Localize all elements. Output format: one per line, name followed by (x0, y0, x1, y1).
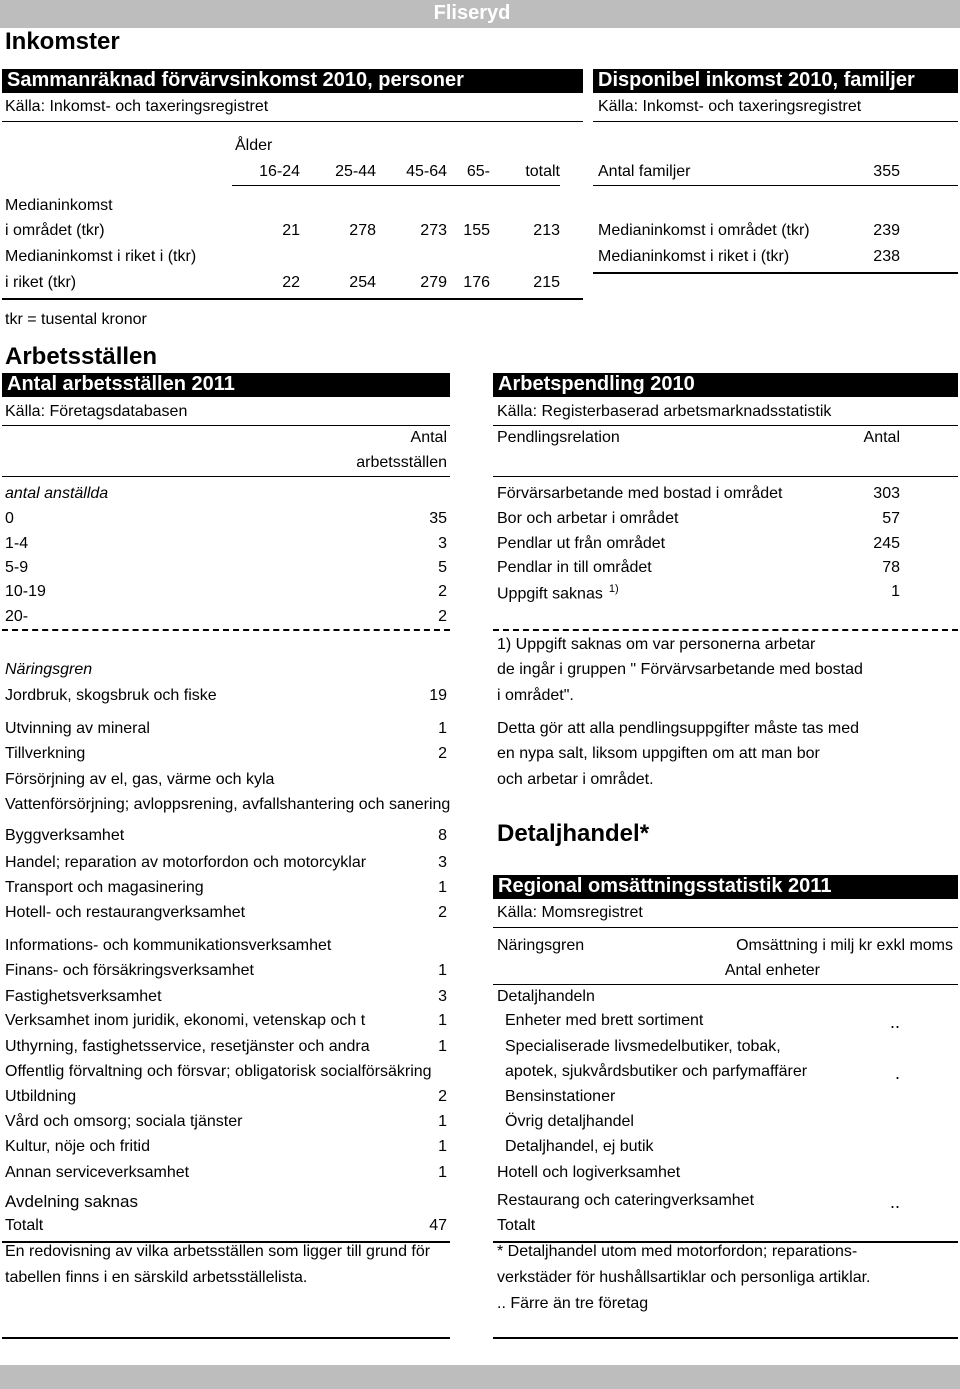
workplaces-footnote: tabellen finns i en särskild arbetsställelista. (5, 1269, 308, 1286)
retail-col-turnover: Omsättning i milj kr exkl moms (736, 937, 953, 954)
industry-row-label: Jordbruk, skogsbruk och fiske (5, 687, 217, 704)
industry-row-label: Fastighetsverksamhet (5, 988, 162, 1005)
divider (2, 1337, 450, 1339)
disposable-label: Medianinkomst i området (tkr) (598, 222, 810, 239)
retail-row-label: Enheter med brett sortiment (505, 1012, 704, 1029)
country-value: 279 (420, 274, 447, 291)
industry-row-value: 3 (438, 988, 447, 1005)
size-row-label: 0 (5, 510, 14, 527)
industry-row-value: 47 (429, 1217, 447, 1234)
area-value: 155 (463, 222, 490, 239)
disposable-source: Källa: Inkomst- och taxeringsregistret (598, 98, 862, 115)
divider (593, 185, 958, 186)
industry-row-value: 1 (438, 720, 447, 737)
page-header-title: Fliseryd (433, 2, 511, 24)
commuting-row-label: Bor och arbetar i området (497, 510, 679, 527)
income-source: Källa: Inkomst- och taxeringsregistret (5, 98, 269, 115)
divider (2, 476, 450, 477)
industry-row-value: 2 (438, 1088, 447, 1105)
commuting-note-line: Detta gör att alla pendlingsuppgifter måste tas med (497, 720, 859, 737)
income-note: tkr = tusental kronor (5, 311, 147, 328)
area-value: 21 (282, 222, 300, 239)
col-header: totalt (525, 163, 560, 180)
footnote-marker: 1) (608, 583, 619, 595)
industry-row-label: Verksamhet inom juridik, ekonomi, vetenskap och t (5, 1012, 366, 1029)
area-value: 273 (420, 222, 447, 239)
retail-row-label: apotek, sjukvårdsbutiker och parfymaffärer (505, 1063, 808, 1080)
industry-row-label: Utvinning av mineral (5, 720, 150, 737)
industry-row-label: Försörjning av el, gas, värme och kyla (5, 771, 275, 788)
retail-source: Källa: Momsregistret (497, 904, 643, 921)
commuting-col-value: Antal (863, 429, 900, 446)
country-value: 176 (463, 274, 490, 291)
retail-footnote-line: .. Färre än tre företag (497, 1295, 649, 1312)
country-label-2: i riket (tkr) (5, 274, 77, 291)
industry-row-value: 8 (438, 827, 447, 844)
divider (232, 185, 560, 186)
disposable-label: Antal familjer (598, 163, 691, 180)
industry-row-label: Finans- och försäkringsverksamhet (5, 962, 254, 979)
industry-row-value: 1 (438, 962, 447, 979)
retail-row-label: Hotell och logiverksamhet (497, 1164, 681, 1181)
commuting-note-line: en nypa salt, liksom uppgiften om att man bor (497, 745, 820, 762)
commuting-note-line: i området". (497, 687, 574, 704)
industry-row-value: 2 (438, 904, 447, 921)
industry-row-label: Annan serviceverksamhet (5, 1164, 190, 1181)
area-value: 213 (533, 222, 560, 239)
disposable-title-bar (593, 69, 958, 93)
workplaces-source: Källa: Företagsdatabasen (5, 403, 188, 420)
page-title: Inkomster (5, 28, 120, 55)
commuting-note-line: de ingår i gruppen " Förvärvsarbetande med bostad (497, 661, 863, 678)
industry-row-label: Utbildning (5, 1088, 77, 1105)
retail-row-value: . (894, 1063, 900, 1083)
divider (593, 272, 958, 274)
retail-col-label: Näringsgren (497, 937, 585, 954)
commuting-note-line: och arbetar i området. (497, 771, 654, 788)
industry-label: Näringsgren (5, 661, 93, 678)
col-header: 65- (466, 163, 490, 180)
retail-row-label: Bensinstationer (505, 1088, 616, 1105)
retail-row-value: .. (889, 1192, 900, 1212)
commuting-row-label: Pendlar in till området (497, 559, 652, 576)
income-title: Sammanräknad förvärvsinkomst 2010, personer (7, 69, 464, 91)
commuting-row-label: Förvärsarbetande med bostad i området (497, 485, 783, 502)
industry-row-label: Transport och magasinering (5, 879, 204, 896)
col-header: 25-44 (335, 163, 376, 180)
workplaces-col-header: Antal (410, 429, 447, 446)
industry-row-label: Byggverksamhet (5, 827, 125, 844)
industry-row-value: 1 (438, 1164, 447, 1181)
industry-row-label: Avdelning saknas (5, 1192, 138, 1211)
commuting-row-value: 78 (882, 559, 900, 576)
size-row-label: 10-19 (5, 583, 46, 600)
retail-row-label: Detaljhandeln (497, 988, 595, 1005)
divider (2, 629, 450, 631)
divider (2, 425, 450, 426)
commuting-note-line: 1) Uppgift saknas om var personerna arbetar (497, 636, 816, 653)
industry-row-value: 1 (438, 879, 447, 896)
page-footer-bar (0, 1365, 960, 1389)
size-row-value: 2 (438, 583, 447, 600)
retail-footnote-line: * Detaljhandel utom med motorfordon; reparations- (497, 1243, 858, 1260)
area-value: 278 (349, 222, 376, 239)
divider (493, 476, 958, 477)
industry-row-label: Informations- och kommunikationsverksamhet (5, 937, 332, 954)
size-row-label: 20- (5, 608, 29, 625)
industry-row-label: Vård och omsorg; sociala tjänster (5, 1113, 243, 1130)
country-value: 215 (533, 274, 560, 291)
industry-row-value: 1 (438, 1138, 447, 1155)
commuting-source: Källa: Registerbaserad arbetsmarknadsstatistik (497, 403, 832, 420)
industry-row-value: 1 (438, 1113, 447, 1130)
retail-row-label: Övrig detaljhandel (505, 1113, 634, 1130)
retail-footnote-line: verkstäder för hushållsartiklar och personliga artiklar. (497, 1269, 871, 1286)
size-row-value: 5 (438, 559, 447, 576)
divider (493, 425, 958, 426)
industry-row-value: 3 (438, 854, 447, 871)
disposable-value: 238 (873, 248, 900, 265)
industry-row-label: Kultur, nöje och fritid (5, 1138, 150, 1155)
retail-row-value: .. (889, 1012, 900, 1032)
size-row-value: 35 (429, 510, 447, 527)
size-row-label: 5-9 (5, 559, 29, 576)
disposable-title: Disponibel inkomst 2010, familjer (598, 69, 915, 91)
divider (2, 121, 583, 122)
divider (493, 984, 958, 985)
size-label: antal anställda (5, 485, 109, 502)
workplaces-footnote: En redovisning av vilka arbetsställen som ligger till grund för (5, 1243, 431, 1260)
industry-row-label: Totalt (5, 1217, 44, 1234)
median-label: Medianinkomst (5, 197, 113, 214)
age-label: Ålder (235, 137, 273, 154)
divider (493, 629, 958, 631)
industry-row-label: Vattenförsörjning; avloppsrening, avfallshantering och sanering (5, 796, 451, 813)
commuting-title-bar (493, 373, 958, 397)
retail-row-label: Detaljhandel, ej butik (505, 1138, 654, 1155)
commuting-col-label: Pendlingsrelation (497, 429, 620, 446)
disposable-value: 239 (873, 222, 900, 239)
retail-row-label: Restaurang och cateringverksamhet (497, 1192, 755, 1209)
workplaces-title: Antal arbetsställen 2011 (7, 373, 235, 395)
income-title-bar (2, 69, 583, 93)
commuting-row-label: Uppgift saknas $^{1)}$ (497, 583, 619, 603)
workplaces-section-title: Arbetsställen (5, 343, 158, 370)
industry-row-label: Hotell- och restaurangverksamhet (5, 904, 246, 921)
size-row-value: 3 (438, 535, 447, 552)
col-header: 45-64 (406, 163, 447, 180)
country-value: 254 (349, 274, 376, 291)
divider (593, 121, 958, 122)
country-value: 22 (282, 274, 300, 291)
industry-row-value: 1 (438, 1038, 447, 1055)
divider (493, 1337, 958, 1339)
size-row-value: 2 (438, 608, 447, 625)
commuting-row-value: 245 (873, 535, 900, 552)
divider (2, 298, 583, 300)
commuting-row-value: 57 (882, 510, 900, 527)
commuting-row-value: 303 (873, 485, 900, 502)
retail-title: Regional omsättningsstatistik 2011 (498, 875, 832, 897)
retail-col-units: Antal enheter (724, 962, 820, 979)
industry-row-label: Offentlig förvaltning och försvar; obligatorisk socialförsäkring (5, 1063, 432, 1080)
retail-section-title: Detaljhandel* (497, 820, 650, 847)
page-header-bar (0, 0, 960, 28)
industry-row-value: 2 (438, 745, 447, 762)
divider (493, 927, 958, 928)
industry-row-value: 19 (429, 687, 447, 704)
industry-row-label: Tillverkning (5, 745, 86, 762)
size-row-label: 1-4 (5, 535, 29, 552)
industry-row-value: 1 (438, 1012, 447, 1029)
workplaces-col-header: arbetsställen (356, 454, 447, 471)
disposable-value: 355 (873, 163, 900, 180)
retail-title-bar (493, 875, 958, 899)
commuting-row-label: Pendlar ut från området (497, 535, 666, 552)
disposable-label: Medianinkomst i riket i (tkr) (598, 248, 790, 265)
industry-row-label: Uthyrning, fastighetsservice, resetjänster och andra (5, 1038, 370, 1055)
industry-row-label: Handel; reparation av motorfordon och motorcyklar (5, 854, 367, 871)
workplaces-title-bar (2, 373, 450, 397)
retail-row-label: Specialiserade livsmedelbutiker, tobak, (505, 1038, 781, 1055)
retail-row-label: Totalt (497, 1217, 536, 1234)
col-header: 16-24 (259, 163, 300, 180)
commuting-row-value: 1 (891, 583, 900, 600)
country-label: Medianinkomst i riket i (tkr) (5, 248, 197, 265)
commuting-title: Arbetspendling 2010 (498, 373, 695, 395)
area-label: i området (tkr) (5, 222, 105, 239)
